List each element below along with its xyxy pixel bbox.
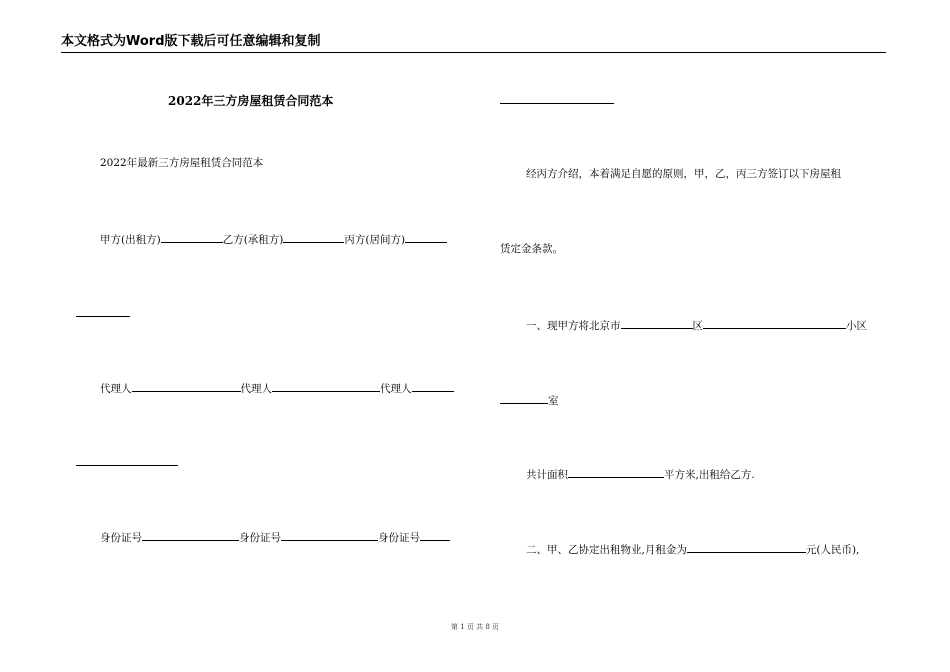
agent-3-blank[interactable]: [412, 380, 454, 392]
id-2-label: 身份证号: [239, 532, 281, 544]
party-b-label: 乙方(承租方): [222, 234, 284, 246]
id-3-label: 身份证号: [378, 532, 420, 544]
room-label: 室: [548, 395, 559, 407]
clause-2-prefix: 二、甲、乙协定出租物业,月租金为: [526, 544, 687, 556]
party-c-blank[interactable]: [405, 231, 447, 243]
party-a-blank[interactable]: [161, 231, 223, 243]
agents-line: [100, 380, 454, 396]
district-label: 区: [692, 320, 703, 332]
district-blank[interactable]: [621, 317, 693, 329]
id-3-blank[interactable]: [420, 529, 450, 541]
community-blank[interactable]: [703, 317, 846, 329]
clause-1-line: [526, 317, 867, 333]
clause-1-prefix: 一、现甲方将北京市: [526, 320, 621, 332]
header-text: 本文格式为Word版下载后可任意编辑和复制: [61, 34, 321, 49]
parties-line: [100, 231, 447, 247]
id-2-blank[interactable]: [281, 529, 378, 541]
party-a-label: 甲方(出租方): [100, 234, 161, 246]
agent-3-label: 代理人: [380, 383, 412, 395]
id-1-blank[interactable]: [142, 529, 239, 541]
clause-2-suffix: 元(人民币),: [805, 544, 860, 556]
intro-line-2: 赁定金条款。: [500, 243, 563, 255]
room-blank[interactable]: [500, 392, 548, 404]
agent-1-blank[interactable]: [132, 380, 241, 392]
continued-blank[interactable]: [500, 103, 614, 104]
area-line: [526, 466, 755, 482]
area-suffix: 平方米,出租给乙方.: [664, 469, 755, 481]
intro-line-1: 经丙方介绍，本着满足自愿的原则，甲，乙，丙三方签订以下房屋租: [526, 168, 841, 180]
id-1-label: 身份证号: [100, 532, 142, 544]
party-c-label: 丙方(居间方): [344, 234, 406, 246]
id-numbers-line: [100, 529, 450, 545]
subtitle: 2022年最新三方房屋租赁合同范本: [100, 157, 264, 169]
agent-2-label: 代理人: [240, 383, 272, 395]
room-line: [500, 392, 559, 408]
party-b-blank[interactable]: [283, 231, 344, 243]
area-prefix: 共计面积: [526, 469, 568, 481]
agent-3-blank-continued[interactable]: [76, 465, 178, 466]
page-number: 第 1 页 共 8 页: [450, 623, 500, 631]
clause-2-line: [526, 541, 859, 557]
area-blank[interactable]: [568, 466, 664, 478]
page-header: [61, 34, 886, 53]
agent-1-label: 代理人: [100, 383, 132, 395]
community-label: 小区: [846, 320, 867, 332]
document-title: 2022年三方房屋租赁合同范本: [168, 94, 334, 108]
party-c-blank-continued[interactable]: [76, 316, 130, 317]
rent-blank[interactable]: [687, 541, 806, 553]
agent-2-blank[interactable]: [272, 380, 380, 392]
